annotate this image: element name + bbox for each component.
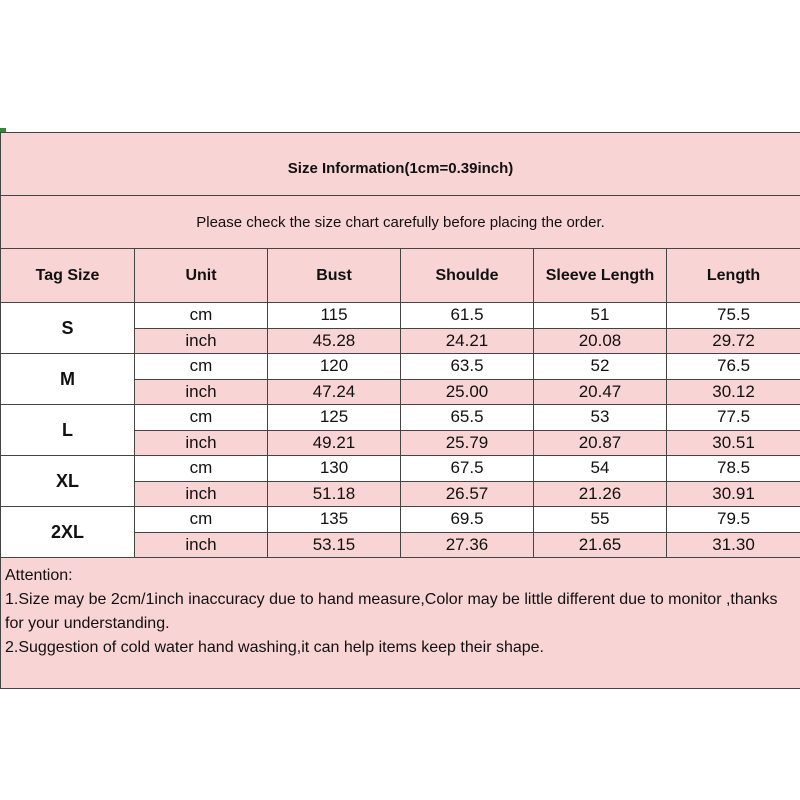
value-cell: 61.5 <box>401 303 534 329</box>
unit-cell: cm <box>135 507 268 533</box>
unit-cell: inch <box>135 481 268 507</box>
value-cell: 52 <box>534 354 667 380</box>
unit-cell: inch <box>135 532 268 558</box>
unit-cell: cm <box>135 303 268 329</box>
table-row <box>1 507 800 533</box>
header-sleeve-length: Sleeve Length <box>534 249 667 303</box>
unit-cell: inch <box>135 328 268 354</box>
value-cell: 49.21 <box>268 430 401 456</box>
value-cell: 45.28 <box>268 328 401 354</box>
unit-cell: inch <box>135 430 268 456</box>
size-label: XL <box>1 456 135 507</box>
unit-cell: cm <box>135 405 268 431</box>
value-cell: 76.5 <box>667 354 800 380</box>
value-cell: 120 <box>268 354 401 380</box>
header-shoulder: Shoulde <box>401 249 534 303</box>
value-cell: 54 <box>534 456 667 482</box>
value-cell: 26.57 <box>401 481 534 507</box>
value-cell: 55 <box>534 507 667 533</box>
value-cell: 31.30 <box>667 532 800 558</box>
value-cell: 53 <box>534 405 667 431</box>
unit-cell: cm <box>135 456 268 482</box>
value-cell: 21.65 <box>534 532 667 558</box>
value-cell: 135 <box>268 507 401 533</box>
value-cell: 125 <box>268 405 401 431</box>
value-cell: 20.08 <box>534 328 667 354</box>
value-cell: 30.91 <box>667 481 800 507</box>
value-cell: 20.47 <box>534 379 667 405</box>
size-label: S <box>1 303 135 354</box>
value-cell: 78.5 <box>667 456 800 482</box>
value-cell: 115 <box>268 303 401 329</box>
value-cell: 130 <box>268 456 401 482</box>
size-chart-table <box>0 132 800 689</box>
header-tag-size: Tag Size <box>1 249 135 303</box>
header-row <box>1 249 800 303</box>
value-cell: 27.36 <box>401 532 534 558</box>
header-bust: Bust <box>268 249 401 303</box>
header-length: Length <box>667 249 800 303</box>
attention-notes <box>1 558 800 689</box>
value-cell: 79.5 <box>667 507 800 533</box>
note-heading: Attention: <box>5 567 73 584</box>
value-cell: 30.51 <box>667 430 800 456</box>
value-cell: 77.5 <box>667 405 800 431</box>
value-cell: 21.26 <box>534 481 667 507</box>
table-row <box>1 456 800 482</box>
value-cell: 30.12 <box>667 379 800 405</box>
chart-subtitle: Please check the size chart carefully before placing the order. <box>1 196 800 249</box>
header-unit: Unit <box>135 249 268 303</box>
value-cell: 65.5 <box>401 405 534 431</box>
size-label: 2XL <box>1 507 135 558</box>
value-cell: 51.18 <box>268 481 401 507</box>
value-cell: 69.5 <box>401 507 534 533</box>
value-cell: 29.72 <box>667 328 800 354</box>
value-cell: 75.5 <box>667 303 800 329</box>
value-cell: 53.15 <box>268 532 401 558</box>
unit-cell: inch <box>135 379 268 405</box>
value-cell: 47.24 <box>268 379 401 405</box>
size-label: M <box>1 354 135 405</box>
table-row <box>1 354 800 380</box>
table-row <box>1 405 800 431</box>
value-cell: 67.5 <box>401 456 534 482</box>
note-line2: 2.Suggestion of cold water hand washing,it can help items keep their shape. <box>5 639 544 656</box>
chart-title: Size Information(1cm=0.39inch) <box>1 133 800 196</box>
value-cell: 51 <box>534 303 667 329</box>
value-cell: 20.87 <box>534 430 667 456</box>
value-cell: 24.21 <box>401 328 534 354</box>
table-row <box>1 303 800 329</box>
unit-cell: cm <box>135 354 268 380</box>
value-cell: 25.79 <box>401 430 534 456</box>
value-cell: 63.5 <box>401 354 534 380</box>
value-cell: 25.00 <box>401 379 534 405</box>
note-line1: 1.Size may be 2cm/1inch inaccuracy due to hand measure,Color may be little different due to monitor ,thanks for your understanding. <box>5 591 778 632</box>
size-label: L <box>1 405 135 456</box>
